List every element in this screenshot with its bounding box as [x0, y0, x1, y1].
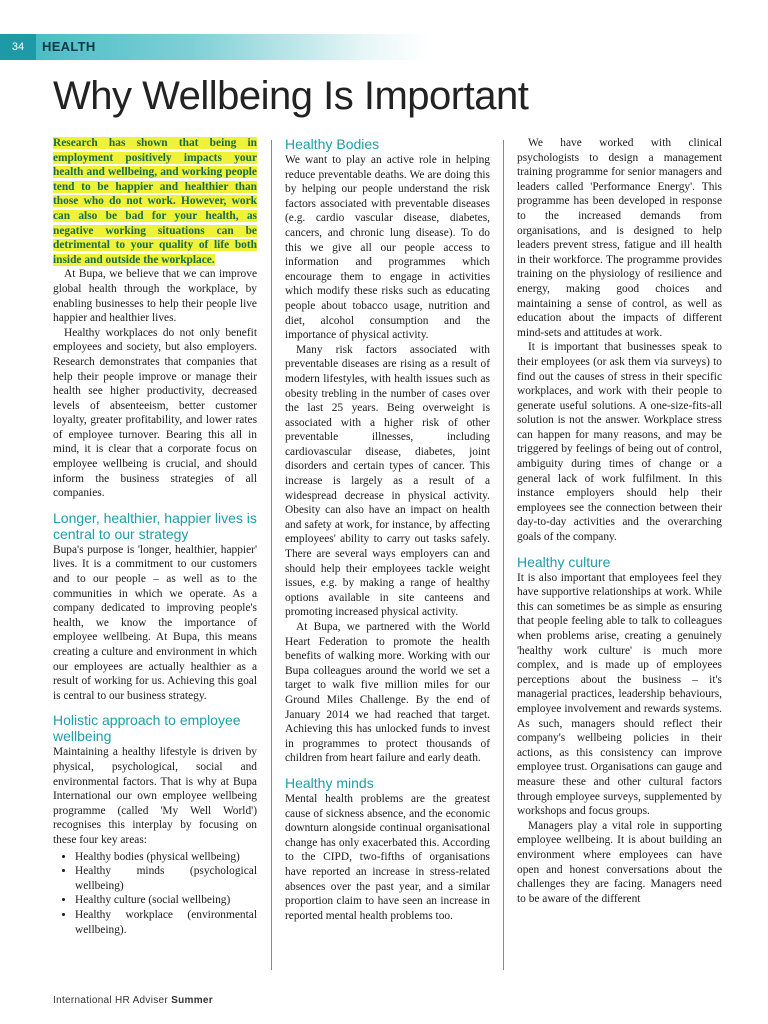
column-2	[285, 136, 490, 923]
header-band	[0, 34, 430, 60]
article-title: Why Wellbeing Is Important	[53, 74, 529, 118]
subheading-longer-healthier: Longer, healthier, happier lives is central to our strategy	[53, 509, 257, 542]
paragraph: We have worked with clinical psychologists to design a management training programme for senior managers and leaders called 'Performance Energy'. This programme has been developed in response to the increased demands from organisations, and is designed to help leaders prevent stress, fatigue and ill health in their workforce. The programme provides training on the physiology of resilience and energy, making good choices and maintaining a sense of control, as well as education about the impacts of different mind-sets and attitudes at work.	[517, 137, 722, 339]
paragraph: Maintaining a healthy lifestyle is driven by physical, psychological, social and environmental factors. That is why at Bupa International our own employee wellbeing programme (called 'My Well World') recognises this interplay by focusing on these four key areas:	[53, 746, 257, 846]
section-label: HEALTH	[42, 39, 96, 54]
publication-name: International HR Adviser	[53, 995, 169, 1006]
paragraph: At Bupa, we believe that we can improve global health through the workplace, by enabling businesses to help their people live happier and healthier lives.	[53, 268, 257, 325]
paragraph: Bupa's purpose is 'longer, healthier, happier' lives. It is a commitment to our customers and to our people – as well as to the communities in which we operate. As a company dedicated to improving people's health, we know the importance of employee wellbeing. At Bupa, this means creating a culture and environment in which our employees are actually healthier as a result of working for us. Achieving this goal is central to our business strategy.	[53, 543, 257, 702]
paragraph: It is also important that employees feel they have supportive relationships at work. While this can sometimes be as simple as ensuring that people feeling able to talk to colleagues when problems arise, creating a genuinely 'healthy work culture' is much more complex, and is made up of employees perceptions about the business – it's managerial practices, leadership behaviours, employee involvement and rewards systems. As such, managers should reflect their company's wellbeing policies in their actions, as this consistency can improve employee trust. Organisations can gauge and measure these and other cultural factors through employee surveys, supplemented by workshops and focus groups.	[517, 571, 722, 818]
paragraph: At Bupa, we partnered with the World Heart Federation to promote the health benefits of walking more. Working with our Bupa colleagues around the world we set a target to walk five million miles for our Ground Miles Challenge. By the end of January 2014 we had reached that target. Achieving this has unlocked funds to invest in programmes to protect thousands of children from heart failure and early death.	[285, 621, 490, 765]
paragraph: Managers play a vital role in supporting employee wellbeing. It is about building an environment where employees can have open and honest conversations about the challenges they are facing. Managers need to be aware of the different	[517, 819, 722, 905]
paragraph: Healthy workplaces do not only benefit employees and society, but also employers. Research demonstrates that companies that help their people improve or manage their health see higher productivity, decreased levels of absenteeism, better customer loyalty, greater profitability, and lower rates of employee turnover. Bearing this all in mind, it is clear that a corporate focus on employee wellbeing is crucial, and should inform the business strategies of all companies.	[53, 326, 257, 500]
paragraph: It is important that businesses speak to their employees (or ask them via surveys) to find out the causes of stress in their specific workplaces, and work with their people to generate useful solutions. A one-size-fits-all solution is not the answer. Workplace stress can happen for many reasons, and may be triggered by feelings of being out of control, ambiguity during times of change or a general lack of work fulfilment. In this instance employers should help their employees see the connection between their day-to-day activities and the overarching goals of the company.	[517, 341, 722, 544]
list-item: • Healthy culture (social wellbeing)	[75, 893, 257, 908]
page-number: 34	[0, 34, 36, 60]
issue-label: Summer	[171, 995, 213, 1006]
subheading-healthy-bodies: Healthy Bodies	[285, 136, 380, 152]
intro-paragraph	[53, 136, 257, 267]
paragraph: Many risk factors associated with preventable diseases are rising as a result of modern lifestyles, with health issues such as obesity trebling in the number of cases over the last 25 years. Being overweight is associated with a higher risk of other preventable illnesses, including cardiovascular disease, diabetes, joint disorders and certain types of cancer. This increase is largely as a result of a widespread decrease in physical activity. Obesity can also have an impact on health and safety at work, for instance, by affecting employees' ability to carry out tasks safely. There are several ways employers can and should help their employees tackle weight issues, e.g. by making a range of healthy options available in site canteens and promoting increased physical activity.	[285, 343, 490, 619]
paragraph: We want to play an active role in helping reduce preventable deaths. We are doing this by helping our people understand the risk factors associated with preventable diseases (e.g. cardio vascular disease, diabetes, cancers, and chronic lung disease). To do this we give all our people access to information and programmes which encourage them to engage in activities which modify these risks such as educating people about tobacco usage, nutrition and diet, alcohol consumption and the importance of physical activity.	[285, 154, 490, 342]
intro-highlight: Research has shown that being in employment positively impacts your health and wellbeing, and working people tend to be happier and healthier than those who do not work. However, work can also be bad for your health, as negative working situations can be detrimental to your quality of life both inside and outside the workplace.	[53, 137, 257, 266]
column-1	[53, 136, 257, 937]
paragraph: Mental health problems are the greatest cause of sickness absence, and the economic downturn alongside continual organisational change has only exacerbated this. According to the CIPD, two-fifths of organisations have reported an increase in stress-related absences over the past year, and a similar proportion claim to have seen an increase in reported mental health problems too.	[285, 792, 490, 922]
footer	[53, 995, 213, 1006]
subheading-holistic: Holistic approach to employee wellbeing	[53, 712, 241, 745]
list-item: • Healthy workplace (environmental wellbeing).	[75, 908, 257, 937]
subheading-healthy-culture: Healthy culture	[517, 553, 611, 570]
column-divider	[503, 140, 504, 970]
subheading-healthy-minds: Healthy minds	[285, 774, 374, 791]
key-areas-list	[53, 850, 257, 938]
column-divider	[271, 140, 272, 970]
list-item: • Healthy bodies (physical wellbeing)	[75, 850, 257, 865]
column-3	[517, 136, 722, 906]
list-item: • Healthy minds (psychological wellbeing)	[75, 864, 257, 893]
